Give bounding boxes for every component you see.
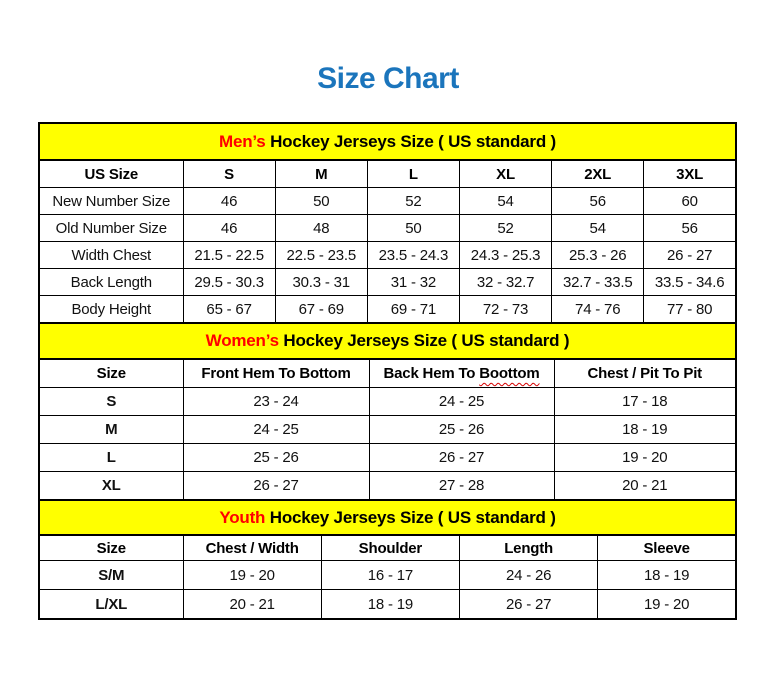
column-header: L <box>367 160 459 188</box>
cell-value: 20 - 21 <box>554 472 736 501</box>
header-row <box>39 359 736 388</box>
cell-value: 33.5 - 34.6 <box>644 269 736 296</box>
cell-value: 23 - 24 <box>183 388 369 416</box>
column-header: M <box>275 160 367 188</box>
cell-value: 26 - 27 <box>460 590 598 620</box>
table-row <box>39 561 736 590</box>
section-band <box>39 500 736 535</box>
row-label: M <box>39 416 183 444</box>
column-header: Chest / Width <box>183 535 321 561</box>
cell-value: 26 - 27 <box>644 242 736 269</box>
cell-value: 17 - 18 <box>554 388 736 416</box>
cell-value: 19 - 20 <box>598 590 736 620</box>
misspelled-word: Boottom <box>479 365 540 382</box>
row-label: L <box>39 444 183 472</box>
band-highlight-text: Women’s <box>205 331 279 350</box>
cell-value: 50 <box>275 188 367 215</box>
column-header: 2XL <box>552 160 644 188</box>
header-row <box>39 160 736 188</box>
cell-value: 16 - 17 <box>321 561 459 590</box>
band-highlight-text: Youth <box>219 507 266 527</box>
band-text: Hockey Jerseys Size ( US standard ) <box>278 331 570 350</box>
cell-value: 48 <box>275 215 367 242</box>
womens-size-table <box>38 322 737 501</box>
table-row <box>39 590 736 620</box>
cell-value: 19 - 20 <box>183 561 321 590</box>
cell-value: 24.3 - 25.3 <box>459 242 551 269</box>
column-header: Size <box>39 535 183 561</box>
table-row <box>39 444 736 472</box>
column-header: Chest / Pit To Pit <box>554 359 736 388</box>
cell-value: 52 <box>367 188 459 215</box>
cell-value: 69 - 71 <box>367 296 459 324</box>
youth-size-table <box>38 499 737 620</box>
table-row <box>39 472 736 501</box>
section-band <box>39 323 736 359</box>
cell-value: 60 <box>644 188 736 215</box>
column-header: Length <box>460 535 598 561</box>
cell-value: 21.5 - 22.5 <box>183 242 275 269</box>
column-header: US Size <box>39 160 183 188</box>
cell-value: 77 - 80 <box>644 296 736 324</box>
cell-value: 25 - 26 <box>369 416 554 444</box>
cell-value: 26 - 27 <box>369 444 554 472</box>
section-band-row <box>39 123 736 160</box>
cell-value: 18 - 19 <box>554 416 736 444</box>
cell-value: 32 - 32.7 <box>459 269 551 296</box>
cell-value: 25 - 26 <box>183 444 369 472</box>
cell-value: 24 - 25 <box>183 416 369 444</box>
cell-value: 20 - 21 <box>183 590 321 620</box>
column-header: S <box>183 160 275 188</box>
column-header: Size <box>39 359 183 388</box>
cell-value: 67 - 69 <box>275 296 367 324</box>
size-tables-container <box>38 122 737 620</box>
section-band <box>39 123 736 160</box>
row-label: Old Number Size <box>39 215 183 242</box>
column-header: Front Hem To Bottom <box>183 359 369 388</box>
row-label: Width Chest <box>39 242 183 269</box>
page-title: Size Chart <box>317 62 459 95</box>
cell-value: 18 - 19 <box>321 590 459 620</box>
column-header: Shoulder <box>321 535 459 561</box>
cell-value: 18 - 19 <box>598 561 736 590</box>
row-label: Body Height <box>39 296 183 324</box>
table-row <box>39 388 736 416</box>
cell-value: 54 <box>459 188 551 215</box>
cell-value: 56 <box>552 188 644 215</box>
cell-value: 50 <box>367 215 459 242</box>
cell-value: 32.7 - 33.5 <box>552 269 644 296</box>
header-row <box>39 535 736 561</box>
table-row <box>39 416 736 444</box>
table-row <box>39 215 736 242</box>
band-text: Hockey Jerseys Size ( US standard ) <box>265 131 556 151</box>
section-band-row <box>39 323 736 359</box>
table-row <box>39 188 736 215</box>
row-label: S <box>39 388 183 416</box>
cell-value: 65 - 67 <box>183 296 275 324</box>
cell-value: 46 <box>183 215 275 242</box>
cell-value: 54 <box>552 215 644 242</box>
cell-value: 31 - 32 <box>367 269 459 296</box>
row-label: New Number Size <box>39 188 183 215</box>
row-label: S/M <box>39 561 183 590</box>
table-row <box>39 242 736 269</box>
table-row <box>39 269 736 296</box>
cell-value: 26 - 27 <box>183 472 369 501</box>
column-header: Back Hem To Boottom <box>369 359 554 388</box>
table-row <box>39 296 736 324</box>
row-label: L/XL <box>39 590 183 620</box>
row-label: Back Length <box>39 269 183 296</box>
mens-size-table <box>38 122 737 324</box>
cell-value: 23.5 - 24.3 <box>367 242 459 269</box>
cell-value: 30.3 - 31 <box>275 269 367 296</box>
column-header: XL <box>459 160 551 188</box>
cell-value: 74 - 76 <box>552 296 644 324</box>
row-label: XL <box>39 472 183 501</box>
cell-value: 56 <box>644 215 736 242</box>
cell-value: 72 - 73 <box>459 296 551 324</box>
cell-value: 52 <box>459 215 551 242</box>
cell-value: 22.5 - 23.5 <box>275 242 367 269</box>
cell-value: 46 <box>183 188 275 215</box>
column-header: Sleeve <box>598 535 736 561</box>
cell-value: 24 - 25 <box>369 388 554 416</box>
cell-value: 24 - 26 <box>460 561 598 590</box>
cell-value: 25.3 - 26 <box>552 242 644 269</box>
cell-value: 27 - 28 <box>369 472 554 501</box>
cell-value: 29.5 - 30.3 <box>183 269 275 296</box>
section-band-row <box>39 500 736 535</box>
band-highlight-text: Men’s <box>219 131 266 151</box>
band-text: Hockey Jerseys Size ( US standard ) <box>265 507 556 527</box>
column-header: 3XL <box>644 160 736 188</box>
cell-value: 19 - 20 <box>554 444 736 472</box>
